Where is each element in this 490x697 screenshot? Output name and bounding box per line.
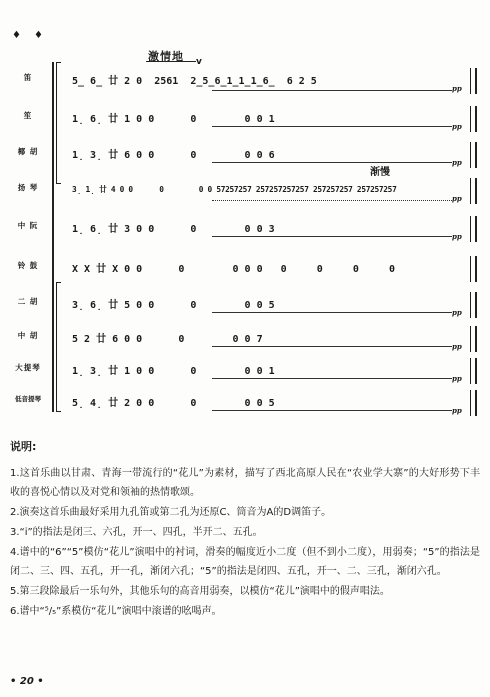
explanation-title: 说明: — [10, 440, 37, 453]
staff-zhongruan — [0, 214, 490, 244]
final-barline — [470, 326, 477, 352]
dynamic-marking: pp — [452, 84, 462, 93]
instrument-label: 铃 鼓 — [17, 261, 39, 270]
explanation-item: 4.谱中的“6”“5”模仿“花儿”演唱中的衬词，滑奏的幅度近小二度（但不到小二度），用弱奏；“5”的指法是闭二、三、四、五孔，开一孔，渐闭六孔；“5”的指法是闭四、五孔，开一、二、三孔，渐闭六孔。 — [10, 547, 480, 577]
final-barline — [470, 68, 477, 94]
sustain-line — [212, 346, 452, 347]
dynamic-marking: pp — [452, 232, 462, 241]
notation-line: 1̣ 6̣ 廿 1 0 0 0 0 0 1 — [72, 114, 275, 125]
explanation-section — [10, 438, 480, 622]
instrument-label: 中 胡 — [17, 331, 39, 340]
tempo-marking: 激情地 — [148, 50, 184, 63]
ritardando-marking: 渐慢 — [370, 167, 390, 178]
sustain-line — [212, 312, 452, 313]
dynamic-marking: pp — [452, 158, 462, 167]
explanation-item: 2.演奏这首乐曲最好采用九孔笛或第二孔为还原C、筒音为A的D调笛子。 — [10, 507, 332, 518]
dynamic-marking: pp — [452, 406, 462, 415]
sustain-line — [212, 410, 452, 411]
instrument-label: 中 阮 — [17, 221, 39, 230]
staff-linggu — [0, 254, 490, 284]
instrument-label: 大提琴 — [15, 363, 41, 372]
notation-line: 3̣ 1̣ 廿 4 0 0 0 0 0 57257257 257257257257 257257257 257257257 — [72, 185, 397, 194]
staff-yehu — [0, 140, 490, 170]
notation-line: 1̣ 3̣ 廿 6 0 0 0 0 0 6 — [72, 150, 275, 161]
instrument-label: 扬 琴 — [17, 183, 39, 192]
final-barline — [470, 216, 477, 242]
final-barline — [470, 292, 477, 318]
dynamic-marking: pp — [452, 374, 462, 383]
staff-erhu — [0, 290, 490, 320]
staff-di — [0, 66, 490, 96]
sustain-line — [212, 126, 452, 127]
corner-mark-right: ♦ — [34, 30, 43, 41]
notation-line: 3̣ 6̣ 廿 5 0 0 0 0 0 5 — [72, 300, 275, 311]
explanation-item: 6.谱中“⁵/₅”系模仿“花儿”演唱中滚谱的吆喝声。 — [10, 606, 222, 617]
instrument-label: 笙 — [23, 111, 33, 120]
staff-datiqin — [0, 356, 490, 386]
staff-yangqin — [0, 176, 490, 206]
notation-line: 5̲ 6̲ 廿 2 0 2561 2̲5̲6̲1̲1̲1̲6̲ 6 2 5 — [72, 76, 317, 87]
dynamic-marking: pp — [452, 122, 462, 131]
notation-line: 1̣ 3̣ 廿 1 0 0 0 0 0 1 — [72, 366, 275, 377]
sustain-line — [212, 162, 452, 163]
instrument-label: 低音提琴 — [15, 395, 41, 403]
notation-line: 5̣ 4̣ 廿 2 0 0 0 0 0 5 — [72, 398, 275, 409]
staff-diyintiqin — [0, 388, 490, 418]
instrument-label: 二 胡 — [17, 297, 39, 306]
notation-line: X X 廿 X 0 0 0 0 0 0 0 0 0 0 — [72, 264, 396, 275]
final-barline — [470, 390, 477, 416]
crescendo-line — [146, 61, 196, 62]
explanation-item: 3.“i̇”的指法是闭三、六孔，开一、四孔，半开二、五孔。 — [10, 527, 263, 538]
sustain-line — [212, 90, 452, 91]
page-number: • 20 • — [10, 676, 44, 687]
instrument-label: 笛 — [23, 73, 33, 82]
dynamic-marking: pp — [452, 342, 462, 351]
tremolo-line — [212, 200, 452, 201]
accent-mark: v — [196, 57, 202, 67]
staff-sheng — [0, 104, 490, 134]
dynamic-marking: pp — [452, 308, 462, 317]
final-barline — [470, 106, 477, 132]
final-barline — [470, 178, 477, 204]
dynamic-marking: pp — [452, 194, 462, 203]
corner-mark-left: ♦ — [12, 30, 21, 41]
instrument-label: 椰 胡 — [17, 147, 39, 156]
final-barline — [470, 142, 477, 168]
notation-line: 1̣ 6̣ 廿 3 0 0 0 0 0 3 — [72, 224, 275, 235]
notation-line: 5 2 廿 6 0 0 0 0 0 7 — [72, 334, 263, 345]
final-barline — [470, 256, 477, 282]
explanation-item: 1.这首乐曲以甘肃、青海一带流行的“花儿”为素材，描写了西北高原人民在“农业学大寨”的大好形势下丰收的喜悦心情以及对党和领袖的热情歌颂。 — [10, 468, 480, 498]
staff-zhonghu — [0, 324, 490, 354]
final-barline — [470, 358, 477, 384]
explanation-item: 5.第三段除最后一乐句外，其他乐句的高音用弱奏，以模仿“花儿”演唱中的假声唱法。 — [10, 586, 390, 597]
sustain-line — [212, 378, 452, 379]
sustain-line — [212, 236, 452, 237]
